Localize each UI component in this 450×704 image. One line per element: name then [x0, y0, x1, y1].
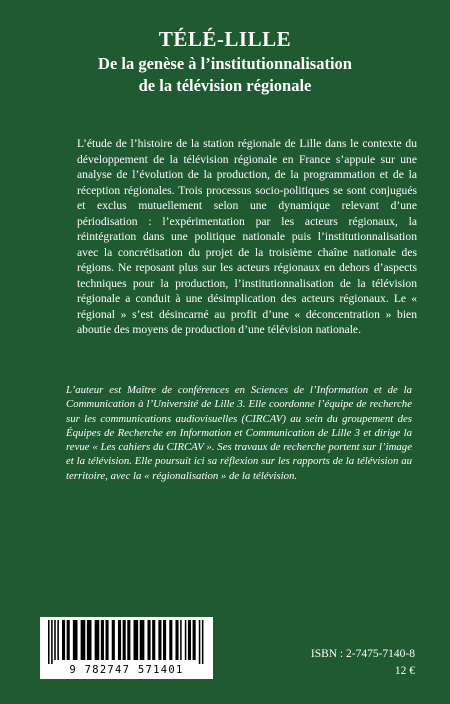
- price-label: 12 €: [394, 665, 415, 677]
- barcode-bar: [127, 620, 130, 660]
- barcode-bar: [112, 620, 115, 660]
- barcode-bars: [46, 620, 207, 664]
- book-subtitle-line2: de la télévision régionale: [138, 76, 312, 95]
- barcode-bar: [199, 620, 201, 664]
- barcode-bar: [147, 620, 150, 660]
- barcode-bar: [81, 620, 86, 660]
- barcode-bar: [57, 620, 59, 660]
- barcode-bar: [140, 620, 145, 660]
- barcode-bar: [158, 620, 161, 660]
- barcode-digits: 9 782747 571401: [69, 664, 184, 676]
- barcode-bar: [73, 620, 78, 660]
- book-subtitle-line1: De la genèse à l’institutionnalisation: [98, 54, 352, 73]
- barcode-bar: [101, 620, 104, 660]
- barcode-bar: [106, 620, 109, 660]
- barcode-bar: [87, 620, 92, 660]
- barcode-bar: [193, 620, 196, 660]
- barcode-bar: [202, 620, 204, 664]
- barcode-bar: [169, 620, 172, 660]
- barcode-bar: [48, 620, 50, 664]
- barcode-bar: [123, 620, 126, 660]
- barcode-bar: [152, 620, 155, 660]
- barcode-bar: [51, 620, 53, 664]
- barcode-bar: [62, 620, 65, 660]
- barcode-bar: [188, 620, 191, 660]
- barcode-bar: [175, 620, 178, 660]
- summary-paragraph: L’étude de l’histoire de la station régionale de Lille dans le contexte du développement de la télévision régionale en France s’appuie sur une analyse de l’évolution de la production, de la programmation et de la réception régionales. Trois processus socio-politiques se sont conjugués et exclus mutuellement selon une dynamique relevant d’une périodisation : l’expérimentation par les acteurs régionaux, la réintégration dans une politique nationale puis l’institutionnalisation avec la concrétisation du projet de la troisième chaîne nationale des régions. Ne reposant plus sur les acteurs régionaux en dehors d’aspects techniques pour la production, l’institutionnalisation de la télévision régionale a conduit à une désimplication des acteurs régionaux. Le « régional » s’est désincarné au profit d’une « déconcentration » bien aboutie des moyens de production d’une télévision nationale.: [77, 137, 417, 336]
- barcode-bar: [118, 620, 121, 660]
- book-title: TÉLÉ-LILLE: [158, 27, 292, 51]
- barcode-bar: [95, 620, 100, 660]
- barcode: [40, 617, 213, 679]
- barcode-bar: [54, 620, 56, 660]
- author-bio: L’auteur est Maître de conférences en Sciences de l’Information et de la Communication à l’Université de Lille 3. Elle coordonne l’équipe de recherche sur les communications audiovisuelles (CIRCAV) au sein du groupement des Équipes de Recherche en Information et Communication de Lille 3 et dirige la revue « Les cahiers du CIRCAV ». Ses travaux de recherche portent sur l’image et la télévision. Elle poursuit ici sa réflexion sur les rapports de la télévision au territoire, avec la « régionalisation » de la télévision.: [66, 384, 412, 482]
- barcode-bar: [180, 620, 182, 660]
- barcode-bar: [134, 620, 139, 660]
- barcode-bar: [67, 620, 70, 660]
- barcode-bar: [163, 620, 166, 660]
- barcode-bar: [185, 620, 187, 660]
- isbn-number: ISBN : 2-7475-7140-8: [310, 648, 415, 660]
